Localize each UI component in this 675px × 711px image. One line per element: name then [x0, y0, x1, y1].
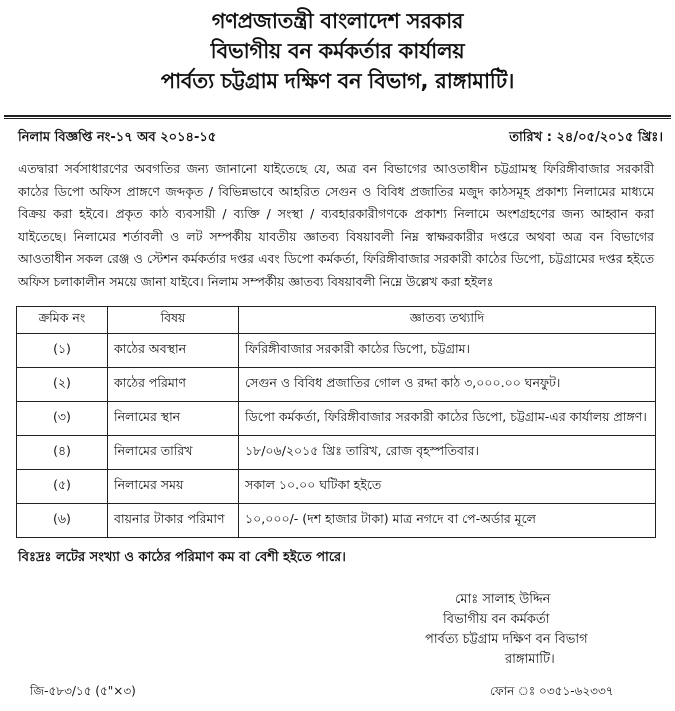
header-divider — [4, 115, 671, 117]
row-serial: (৩) — [17, 402, 108, 436]
row-information: সকাল ১০.০০ ঘটিকা হইতে — [239, 470, 656, 504]
notice-reference-number: নিলাম বিজ্ঞপ্তি নং-১৭ অব ২০১৪-১৫ — [18, 130, 217, 145]
signature-block — [425, 590, 588, 670]
row-serial: (২) — [17, 368, 108, 402]
column-header-serial: ক্রমিক নং — [17, 307, 108, 334]
row-information: ফিরিঙ্গীবাজার সরকারী কাঠের ডিপো, চট্টগ্রাম। — [239, 334, 656, 368]
signatory-division: পার্বত্য চট্টগ্রাম দক্ষিণ বন বিভাগ — [425, 632, 588, 647]
row-subject: নিলামের তারিখ — [108, 436, 239, 470]
row-subject: কাঠের অবস্থান — [108, 334, 239, 368]
row-subject: বায়নার টাকার পরিমাণ — [108, 504, 239, 538]
row-subject: নিলামের স্থান — [108, 402, 239, 436]
table-row — [17, 436, 656, 470]
publication-code: জি-৫৮৩/১৫ (৫"×৩) — [30, 684, 136, 698]
notice-body-paragraph: এতদ্বারা সর্বসাধারণের অবগতির জন্য জানানো যাইতেছে যে, অত্র বন বিভাগের আওতাধীন চট্টগ্রামস্থ ফিরিঙ্গীবাজার সরকারী কাঠের ডিপো অফিস প্রাঙ্গণে জব্দকৃত / বিভিন্নভাবে আহরিত সেগুন ও বিবিধ প্রজাতির মজুদ কাঠসমূহ প্রকাশ্য নিলামের মাধ্যমে বিক্রয় করা হইবে। প্রকৃত কাঠ ব্যবসায়ী / ব্যক্তি / সংস্থা / ব্যবহারকারীগণকে প্রকাশ্য নিলামে অংশগ্রহণের জন্য আহ্বান করা যাইতেছে। নিলামের শর্তাবলী ও লট সম্পর্কীয় যাবতীয় জ্ঞাতব্য বিষয়াবলী নিম্ন স্বাক্ষরকারীর দপ্তরে অথবা অত্র বন বিভাগের আওতাধীন সকল রেঞ্জ ও স্টেশন কর্মকর্তার দপ্তর এবং ডিপো কর্মকর্তা, ফিরিঙ্গীবাজার সরকারী কাঠের ডিপো, চট্টগ্রামের দপ্তর হইতে অফিস চলাকালীন সময়ে জানা যাইবে। নিলাম সম্পর্কীয় জ্ঞাতব্য বিষয়াবলী নিম্নে উল্লেখ করা হইলঃ — [18, 161, 654, 289]
row-subject: নিলামের সময় — [108, 470, 239, 504]
government-title: গণপ্রজাতন্ত্রী বাংলাদেশ সরকার — [211, 9, 464, 33]
signatory-place: রাঙ্গামাটি। — [505, 652, 555, 667]
table-row — [17, 334, 656, 368]
auction-info-table — [16, 306, 656, 538]
footnote: বিঃদ্রঃ লটের সংখ্যা ও কাঠের পরিমাণ কম বা বেশী হইতে পারে। — [18, 550, 346, 565]
table-header-row — [17, 307, 656, 334]
row-subject: কাঠের পরিমাণ — [108, 368, 239, 402]
table-row — [17, 504, 656, 538]
row-information: ডিপো কর্মকর্তা, ফিরিঙ্গীবাজার সরকারী কাঠের ডিপো, চট্টগ্রাম-এর কার্যালয় প্রাঙ্গণ। — [239, 402, 656, 436]
office-title: বিভাগীয় বন কর্মকর্তার কার্যালয় — [210, 39, 465, 63]
table-row — [17, 402, 656, 436]
row-information: সেগুন ও বিবিধ প্রজাতির গোল ও রদ্দা কাঠ ৩,০০০.০০ ঘনফুট। — [239, 368, 656, 402]
signatory-name: মোঃ সালাহ উদ্দিন — [455, 592, 551, 607]
division-title: পার্বত্য চট্টগ্রাম দক্ষিণ বন বিভাগ, রাঙ্গামাটি। — [160, 69, 515, 93]
row-serial: (১) — [17, 334, 108, 368]
row-serial: (৪) — [17, 436, 108, 470]
table-row — [17, 470, 656, 504]
row-information: ১৮/০৬/২০১৫ খ্রিঃ তারিখ, রোজ বৃহস্পতিবার। — [239, 436, 656, 470]
reference-line — [18, 128, 663, 148]
signatory-designation: বিভাগীয় বন কর্মকর্তা — [443, 612, 550, 627]
table-row — [17, 368, 656, 402]
row-information: ১০,০০০/- (দশ হাজার টাকা) মাত্র নগদে বা পে-অর্ডার মূলে — [239, 504, 656, 538]
notice-date: তারিখ : ২৪/০৫/২০১৫ খ্রিঃ। — [509, 130, 663, 145]
column-header-subject: বিষয় — [108, 307, 239, 334]
column-header-information: জ্ঞাতব্য তথ্যাদি — [239, 307, 656, 334]
row-serial: (৫) — [17, 470, 108, 504]
header-divider-thin — [4, 118, 671, 119]
phone-number: ফোন ঃ ০৩৫১-৬২৩৩৭ — [490, 684, 614, 698]
row-serial: (৬) — [17, 504, 108, 538]
header — [0, 6, 675, 96]
